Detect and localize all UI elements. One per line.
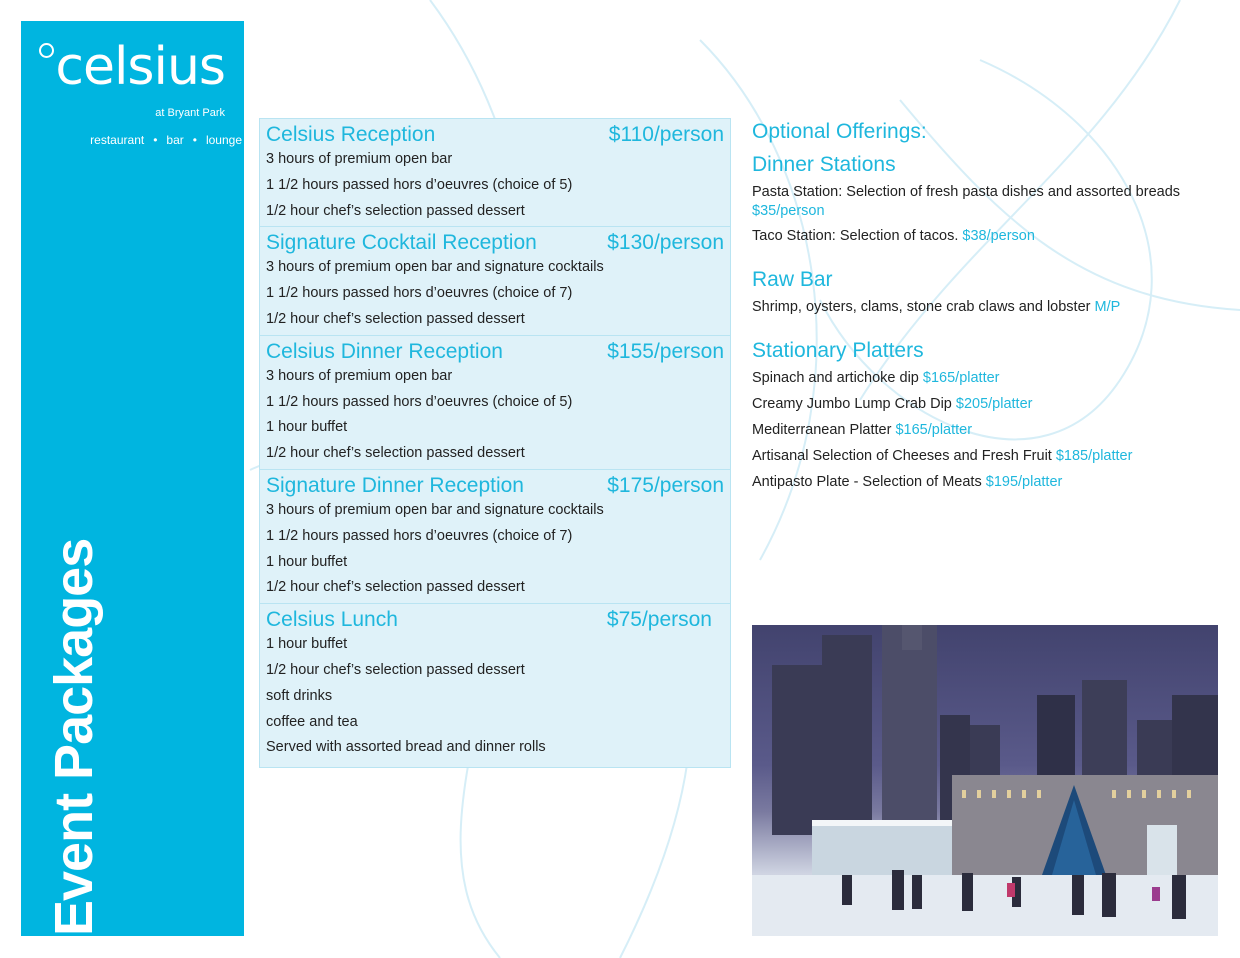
optional-offerings-title: Optional Offerings: <box>752 120 927 143</box>
package-item: 1 1/2 hours passed hors d’oeuvres (choice of 7) <box>266 285 573 302</box>
platter-name: Creamy Jumbo Lump Crab Dip <box>752 396 952 412</box>
package <box>260 470 730 604</box>
platter-name: Antipasto Plate - Selection of Meats <box>752 474 982 490</box>
tagline-bar: bar <box>166 133 184 147</box>
package-item: 3 hours of premium open bar <box>266 367 453 384</box>
package <box>260 604 730 767</box>
package-item: 3 hours of premium open bar <box>266 151 453 167</box>
platter-price: $205/platter <box>955 396 1033 412</box>
taco-station-text: Taco Station: Selection of tacos. <box>752 228 959 244</box>
platter-item <box>752 469 1202 495</box>
package-header <box>266 119 724 147</box>
platter-price: $185/platter <box>1055 448 1133 464</box>
pasta-station <box>752 183 1202 221</box>
platter-price: $165/platter <box>922 370 1000 386</box>
raw-bar-price: M/P <box>1094 299 1121 315</box>
platter-item <box>752 365 1202 391</box>
raw-bar-title: Raw Bar <box>752 268 833 291</box>
package-items <box>266 364 724 467</box>
dinner-stations <box>752 151 1202 246</box>
package-items <box>266 147 724 224</box>
bryant-park-illustration <box>752 625 1218 936</box>
package-name: Celsius Dinner Reception <box>266 339 503 363</box>
package-item: 3 hours of premium open bar and signature cocktails <box>266 259 604 276</box>
package-item: 1 1/2 hours passed hors d’oeuvres (choice of 7) <box>266 527 573 544</box>
package-items <box>266 255 724 332</box>
pasta-station-price: $35/person <box>752 203 825 219</box>
bryant-park-photo <box>752 625 1218 936</box>
raw-bar <box>752 266 1202 317</box>
package <box>260 227 730 335</box>
sidebar <box>21 21 244 936</box>
bullet-icon: • <box>153 133 158 147</box>
page-title: Event Packages <box>44 538 104 936</box>
taco-station <box>752 227 1202 246</box>
package-item: 1/2 hour chef’s selection passed dessert <box>266 445 525 462</box>
page-title-wrap <box>39 538 119 936</box>
dinner-stations-title: Dinner Stations <box>752 153 896 176</box>
optional-offerings <box>752 118 1202 515</box>
package-item: soft drinks <box>266 687 333 704</box>
package <box>260 336 730 470</box>
degree-icon <box>39 43 54 58</box>
platter-item <box>752 417 1202 443</box>
package-item: 1/2 hour chef’s selection passed dessert <box>266 310 525 327</box>
package-item: Served with assorted bread and dinner rolls <box>266 739 546 756</box>
package-price: $175/person <box>607 473 724 497</box>
package <box>260 119 730 227</box>
platter-price: $165/platter <box>895 422 973 438</box>
package-item: coffee and tea <box>266 713 358 730</box>
package-header <box>266 604 724 632</box>
platter-price: $195/platter <box>985 474 1063 490</box>
package-item: 3 hours of premium open bar and signature cocktails <box>266 501 604 518</box>
package-header <box>266 470 724 498</box>
package-name: Signature Dinner Reception <box>266 473 524 497</box>
packages-table <box>259 118 731 768</box>
package-name: Signature Cocktail Reception <box>266 231 537 255</box>
package-item: 1 hour buffet <box>266 553 348 570</box>
platter-name: Spinach and artichoke dip <box>752 370 919 386</box>
platter-item <box>752 391 1202 417</box>
package-item: 1 1/2 hours passed hors d’oeuvres (choice of 5) <box>266 393 573 410</box>
package-header <box>266 227 724 255</box>
tagline-lounge: lounge <box>205 133 242 147</box>
package-name: Celsius Reception <box>266 123 436 146</box>
package-price: $110/person <box>608 123 724 146</box>
stationary-platters-title: Stationary Platters <box>752 339 924 362</box>
pasta-station-text: Pasta Station: Selection of fresh pasta dishes and assorted breads <box>752 184 1181 200</box>
package-item: 1/2 hour chef’s selection passed dessert <box>266 661 525 678</box>
raw-bar-row <box>752 298 1202 317</box>
package-item: 1 hour buffet <box>266 636 348 653</box>
raw-bar-text: Shrimp, oysters, clams, stone crab claws and lobster <box>752 299 1091 315</box>
package-items <box>266 498 724 601</box>
taco-station-price: $38/person <box>962 228 1035 244</box>
platter-name: Mediterranean Platter <box>752 422 892 438</box>
package-price: $75/person <box>606 608 712 632</box>
package-price: $155/person <box>607 339 724 363</box>
platter-name: Artisanal Selection of Cheeses and Fresh Fruit <box>752 448 1052 464</box>
bullet-icon: • <box>192 133 197 147</box>
package-item: 1 hour buffet <box>266 419 348 436</box>
package-items <box>266 632 724 761</box>
package-item: 1/2 hour chef’s selection passed dessert <box>266 202 525 219</box>
platter-item <box>752 443 1202 469</box>
package-item: 1/2 hour chef’s selection passed dessert <box>266 579 525 596</box>
tagline-restaurant: restaurant <box>90 133 145 147</box>
logo-wordmark: celsius <box>55 37 225 97</box>
package-price: $130/person <box>607 231 724 255</box>
tagline <box>39 133 242 147</box>
logo-location: at Bryant Park <box>155 107 225 119</box>
package-header <box>266 336 724 364</box>
package-item: 1 1/2 hours passed hors d’oeuvres (choice of 5) <box>266 176 573 193</box>
package-name: Celsius Lunch <box>266 608 398 632</box>
stationary-platters <box>752 337 1202 495</box>
